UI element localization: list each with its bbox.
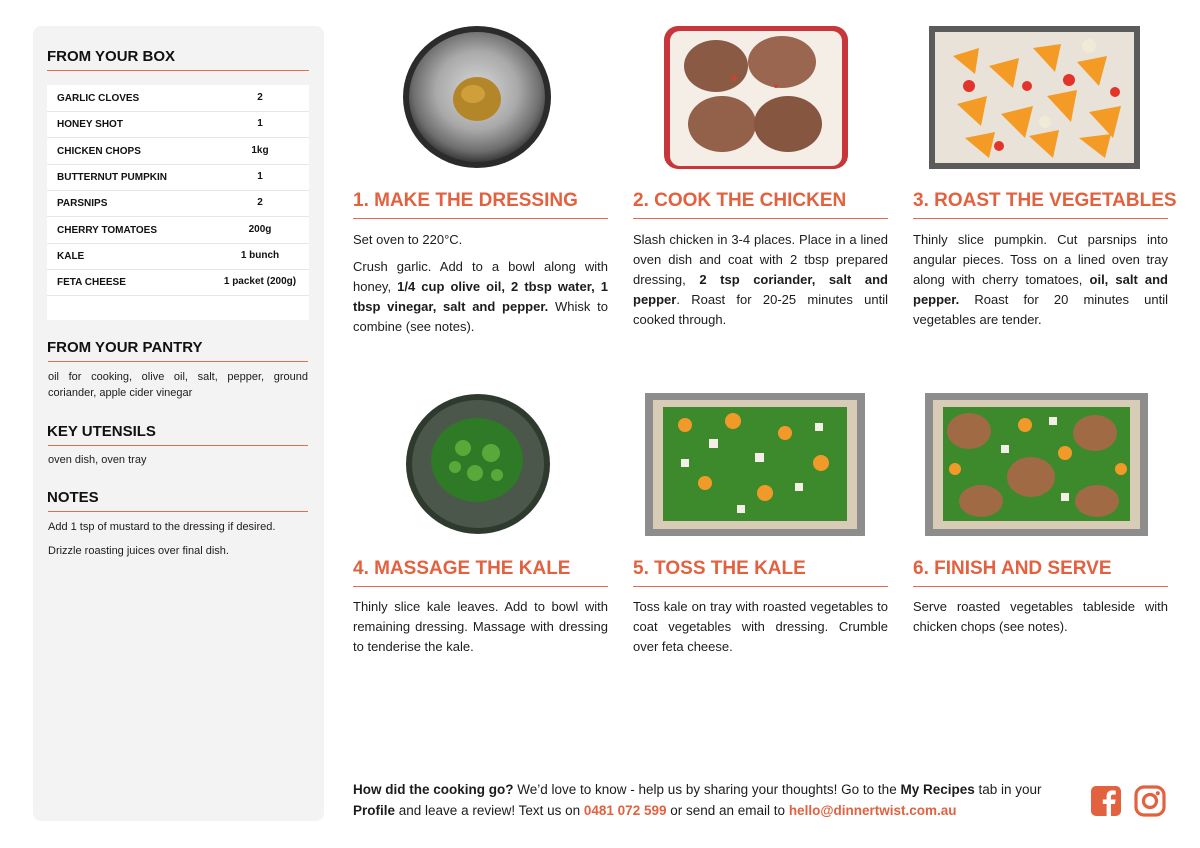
step-title-rule (353, 218, 608, 219)
step-title-rule (633, 586, 888, 587)
step-title-rule (913, 586, 1168, 587)
instruction-text: Set oven to 220°C. (353, 232, 463, 247)
step-instructions (913, 597, 1168, 644)
instruction-paragraph (633, 230, 888, 330)
step-title: 2. COOK THE CHICKEN (633, 190, 847, 211)
instruction-paragraph (913, 230, 1168, 330)
instruction-text: Roast for 20 minutes until vegetables are tender. (913, 292, 1168, 327)
footer-text: We’d love to know - help us by sharing your thoughts! Go to the (513, 782, 901, 797)
chicken-dish-photo (664, 26, 848, 169)
note-item: Add 1 tsp of mustard to the dressing if desired. (48, 521, 276, 533)
step-title-rule (633, 218, 888, 219)
vegetable-tray-photo (929, 26, 1140, 169)
heading-rule (48, 511, 308, 512)
ingredient-quantity: 1 packet (200g) (223, 276, 297, 288)
step-title: 5. TOSS THE KALE (633, 558, 806, 579)
heading-rule (47, 70, 309, 71)
ingredient-emphasis: 1/4 cup olive oil, 2 tbsp water, 1 tbsp vinegar, salt and pepper. (353, 279, 608, 314)
ingredient-name: FETA CHEESE (57, 277, 126, 289)
email-link[interactable]: hello@dinnertwist.com.au (788, 803, 957, 818)
ingredient-quantity: 2 (257, 197, 263, 209)
notes-heading: NOTES (47, 489, 99, 506)
ingredient-emphasis: 2 tsp coriander, salt and pepper (633, 272, 888, 307)
instruction-text: . Roast for 20-25 minutes until cooked through. (633, 292, 888, 327)
step-title: 3. ROAST THE VEGETABLES (913, 190, 1177, 211)
ingredient-quantity: 1 (257, 170, 263, 182)
instruction-text: Thinly slice kale leaves. Add to bowl with remaining dressing. Massage with dressing to tenderise the kale. (353, 599, 608, 654)
heading-rule (48, 445, 308, 446)
profile-link[interactable]: Profile (353, 803, 396, 818)
ingredient-emphasis: oil, salt and pepper. (913, 272, 1168, 307)
facebook-icon[interactable] (1090, 785, 1122, 817)
dressing-bowl-photo (402, 26, 552, 169)
ingredient-name: CHERRY TOMATOES (57, 224, 158, 236)
ingredient-row (47, 164, 309, 191)
ingredients-sidebar (33, 26, 324, 821)
step-instructions (913, 230, 1168, 337)
footer-question: How did the cooking go? (353, 782, 514, 797)
ingredient-row (47, 217, 309, 244)
ingredient-name: HONEY SHOT (57, 119, 123, 131)
ingredient-quantity: 1 (257, 118, 263, 130)
feedback-footer (353, 779, 1073, 821)
instruction-text: Crush garlic. Add to a bowl along with honey, (353, 259, 608, 294)
ingredient-row (47, 269, 309, 296)
ingredient-row (47, 85, 309, 112)
ingredient-quantity: 1kg (251, 144, 269, 156)
footer-text: and leave a review! Text us on (395, 803, 584, 818)
utensils-text: oven dish, oven tray (48, 454, 147, 466)
instruction-paragraph (353, 257, 608, 337)
ingredient-name: BUTTERNUT PUMPKIN (57, 171, 167, 183)
pantry-text: oil for cooking, olive oil, salt, pepper, ground coriander, apple cider vinegar (48, 371, 308, 399)
instruction-text: Whisk to combine (see notes). (353, 299, 608, 334)
instagram-icon[interactable] (1134, 785, 1166, 817)
ingredient-row (47, 190, 309, 217)
key-utensils-heading: KEY UTENSILS (47, 423, 156, 440)
instruction-text: Toss kale on tray with roasted vegetables to coat vegetables with dressing. Crumble over feta cheese. (633, 599, 888, 654)
ingredient-name: GARLIC CLOVES (57, 93, 140, 104)
step-title: 4. MASSAGE THE KALE (353, 558, 571, 579)
step-title-rule (353, 586, 608, 587)
instruction-text: Serve roasted vegetables tableside with chicken chops (see notes). (913, 599, 1168, 634)
heading-rule (48, 361, 308, 362)
ingredient-name: CHICKEN CHOPS (57, 145, 141, 157)
step-instructions (353, 597, 608, 664)
ingredient-row (47, 111, 309, 138)
instruction-paragraph (353, 230, 608, 250)
finished-dish-photo (925, 393, 1148, 536)
step-title-rule (913, 218, 1168, 219)
instruction-paragraph (913, 597, 1168, 637)
step-title: 1. MAKE THE DRESSING (353, 190, 578, 211)
ingredient-name: KALE (57, 250, 85, 262)
from-your-box-heading: FROM YOUR BOX (47, 48, 176, 65)
instruction-text: Slash chicken in 3-4 places. Place in a lined oven dish and coat with 2 tbsp prepared dressing, (633, 232, 888, 287)
step-instructions (633, 597, 888, 664)
kale-bowl-photo (405, 393, 551, 536)
phone-number-link[interactable]: 0481 072 599 (583, 803, 667, 818)
box-ingredients-table (47, 85, 309, 320)
instruction-text: Thinly slice pumpkin. Cut parsnips into angular pieces. Toss on a lined oven tray along with cherry tomatoes, (913, 232, 1168, 287)
ingredient-quantity: 1 bunch (240, 249, 280, 261)
step-instructions (633, 230, 888, 337)
ingredient-name: PARSNIPS (57, 198, 108, 210)
ingredient-row (47, 138, 309, 165)
ingredient-quantity: 200g (248, 223, 272, 235)
tossed-kale-tray-photo (645, 393, 865, 536)
step-title: 6. FINISH AND SERVE (913, 558, 1112, 579)
note-item: Drizzle roasting juices over final dish. (48, 545, 229, 557)
ingredient-row (47, 243, 309, 270)
footer-text: tab in your (974, 782, 1042, 797)
my-recipes-link[interactable]: My Recipes (900, 782, 975, 797)
instruction-paragraph (353, 597, 608, 657)
from-your-pantry-heading: FROM YOUR PANTRY (47, 339, 203, 356)
footer-text: or send an email to (666, 803, 789, 818)
step-instructions (353, 230, 608, 344)
instruction-paragraph (633, 597, 888, 657)
ingredient-quantity: 2 (257, 92, 263, 103)
